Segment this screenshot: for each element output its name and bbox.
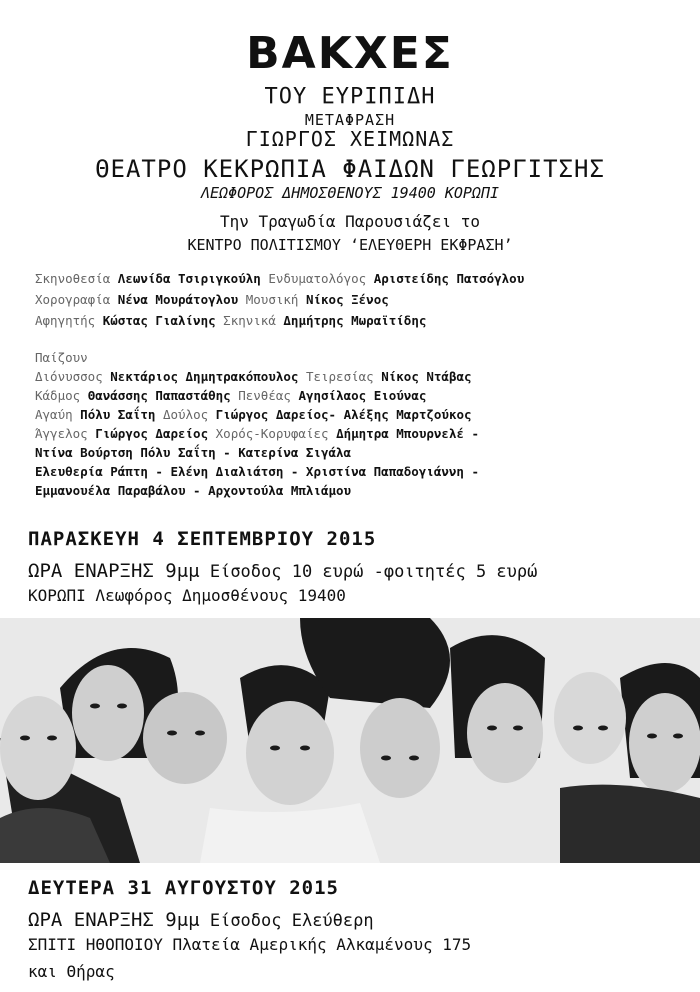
clothing-shape xyxy=(200,803,380,863)
cast-row-4 xyxy=(35,425,479,442)
show1-location: ΚΟΡΩΠΙ Λεωφόρος Δημοσθένους 19400 xyxy=(28,586,346,605)
show1-entry: Είσοδος 10 ευρώ -φοιτητές 5 ευρώ xyxy=(209,562,538,582)
cast-photo-illustration xyxy=(0,618,700,863)
theatre-name: ΘΕΑΤΡΟ ΚΕΚΡΩΠΙΑ ΦΑΙΔΩΝ ΓΕΩΡΓΙΤΣΗΣ xyxy=(95,155,605,183)
credits-row-1 xyxy=(35,270,524,287)
credit-label: Αφηγητής xyxy=(35,313,96,328)
role-label: Τειρεσίας xyxy=(305,369,374,384)
presents-line-1: Την Τραγωδία Παρουσιάζει το xyxy=(219,212,481,231)
author-line: ΤΟΥ ΕΥΡΙΠΙΔΗ xyxy=(264,84,436,109)
cast-row-5 xyxy=(35,444,351,461)
theatre-address: ΛΕΩΦΟΡΟΣ ΔΗΜΟΣΘΕΝΟΥΣ 19400 ΚΟΡΩΠΙ xyxy=(200,184,499,202)
face-shape xyxy=(629,693,700,793)
cast-row-7 xyxy=(35,482,351,499)
role-label: Διόνυσσος xyxy=(35,369,103,384)
credit-label: Μουσική xyxy=(245,292,299,307)
face-shape xyxy=(554,672,626,764)
role-label: Δούλος xyxy=(162,407,209,422)
cast-heading xyxy=(35,349,88,366)
actor-name: Νεκτάριος Δημητρακόπουλος xyxy=(110,369,299,384)
credit-name: Νένα Μουράτογλου xyxy=(117,292,239,307)
show1-info xyxy=(28,560,537,582)
credit-name: Δημήτρης Μωραϊτίδης xyxy=(283,313,427,328)
credit-name: Λεωνίδα Τσιριγκούλη xyxy=(117,271,261,286)
show2-entry: Είσοδος Ελεύθερη xyxy=(209,911,374,931)
credit-name: Νίκος Ξένος xyxy=(305,292,389,307)
face-shape xyxy=(246,701,334,805)
show2-start-time: ΩΡΑ ΕΝΑΡΞΗΣ 9μμ xyxy=(28,909,200,931)
face-shape xyxy=(467,683,543,783)
face-shape xyxy=(72,665,144,761)
actor-name: Ντίνα Βούρτση Πόλυ Σαΐτη - Κατερίνα Σιγάλα xyxy=(35,445,352,460)
cast-heading-label: Παίζουν xyxy=(35,350,88,365)
credit-name: Αριστείδης Πατσόγλου xyxy=(373,271,525,286)
show1-start-time: ΩΡΑ ΕΝΑΡΞΗΣ 9μμ xyxy=(28,560,200,582)
role-label: Κάδμος xyxy=(35,388,81,403)
actor-name: Νίκος Ντάβας xyxy=(381,369,472,384)
credit-label: Σκηνοθεσία xyxy=(35,271,111,286)
role-label: Άγγελος xyxy=(35,426,88,441)
credits-row-3 xyxy=(35,312,426,329)
actor-name: Αγησίλαος Ειούνας xyxy=(298,388,427,403)
show2-date: ΔΕΥΤΕΡΑ 31 ΑΥΓΟΥΣΤΟΥ 2015 xyxy=(28,877,339,899)
actor-name: Γιώργος Δαρείος- Αλέξης Μαρτζούκος xyxy=(215,407,472,422)
poster-title: ΒΑΚΧΕΣ xyxy=(246,28,454,79)
actor-name: Εμμανουέλα Παραβάλου - Αρχοντούλα Μπλιάμου xyxy=(35,483,352,498)
cast-photo xyxy=(0,618,700,863)
actor-name: Ελευθερία Ράπτη - Ελένη Διαλιάτση - Χριστίνα Παπαδογιάννη - xyxy=(35,464,480,479)
role-label: Αγαύη xyxy=(35,407,73,422)
show1-date: ΠΑΡΑΣΚΕΥΗ 4 ΣΕΠΤΕΜΒΡΙΟΥ 2015 xyxy=(28,528,377,550)
credits-row-2 xyxy=(35,291,389,308)
translation-label: ΜΕΤΑΦΡΑΣΗ xyxy=(304,111,396,129)
show2-location-line-2: και Θήρας xyxy=(28,962,115,981)
cast-row-1 xyxy=(35,368,472,385)
show2-location-line-1: ΣΠΙΤΙ ΗΘΟΠΟΙΟΥ Πλατεία Αμερικής Αλκαμένους 175 xyxy=(28,935,472,954)
face-shape xyxy=(143,692,227,784)
credit-name: Κώστας Γιαλίνης xyxy=(102,313,216,328)
actor-name: Γιώργος Δαρείος xyxy=(95,426,209,441)
cast-row-2 xyxy=(35,387,426,404)
actor-name: Δήμητρα Μπουρνελέ - xyxy=(336,426,480,441)
actor-name: Θανάσσης Παπαστάθης xyxy=(87,388,231,403)
show2-info xyxy=(28,909,374,931)
role-label: Πενθέας xyxy=(238,388,291,403)
role-label: Χορός-Κορυφαίες xyxy=(215,426,329,441)
credit-label: Σκηνικά xyxy=(223,313,276,328)
translator-name: ΓΙΩΡΓΟΣ ΧΕΙΜΩΝΑΣ xyxy=(245,127,455,151)
credit-label: Ενδυματολόγος xyxy=(268,271,367,286)
face-shape xyxy=(360,698,440,798)
credit-label: Χορογραφία xyxy=(35,292,111,307)
cast-row-6 xyxy=(35,463,479,480)
presents-line-2: ΚΕΝΤΡΟ ΠΟΛΙΤΙΣΜΟΥ ‘ΕΛΕΥΘΕΡΗ ΕΚΦΡΑΣΗ’ xyxy=(187,236,513,254)
cast-row-3 xyxy=(35,406,472,423)
clothing-shape xyxy=(560,785,700,863)
face-shape xyxy=(0,696,76,800)
actor-name: Πόλυ Σαΐτη xyxy=(80,407,156,422)
